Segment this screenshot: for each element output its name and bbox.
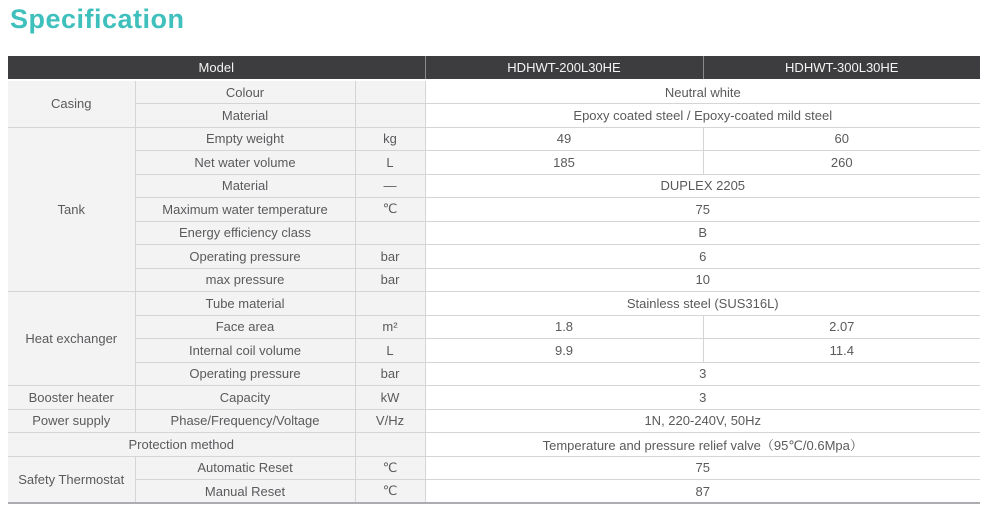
value-cell: B [425, 221, 980, 245]
unit-cell: kW [355, 386, 425, 410]
unit-cell: ℃ [355, 198, 425, 222]
parameter-cell: Phase/Frequency/Voltage [135, 409, 355, 433]
parameter-cell: Material [135, 104, 355, 128]
model-header-2: HDHWT-300L30HE [703, 56, 980, 80]
table-row [8, 80, 980, 104]
category-full-cell: Protection method [8, 433, 355, 457]
value-cell: Temperature and pressure relief valve（95℃/0.6Mpa） [425, 433, 980, 457]
table-row [8, 433, 980, 457]
value-cell: Neutral white [425, 80, 980, 104]
category-cell: Casing [8, 80, 135, 127]
value-cell: 10 [425, 268, 980, 292]
unit-cell: bar [355, 362, 425, 386]
table-row [8, 339, 980, 363]
table-row [8, 292, 980, 316]
table-row [8, 268, 980, 292]
page-title: Specification [10, 4, 185, 34]
table-row [8, 362, 980, 386]
category-cell: Tank [8, 127, 135, 292]
value-cell: 9.9 [425, 339, 703, 363]
parameter-cell: Colour [135, 80, 355, 104]
value-cell: 87 [425, 480, 980, 504]
model-header-1: HDHWT-200L30HE [425, 56, 703, 80]
unit-cell: V/Hz [355, 409, 425, 433]
unit-cell [355, 433, 425, 457]
table-row [8, 221, 980, 245]
table-row [8, 315, 980, 339]
value-cell: 60 [703, 127, 980, 151]
table-header-row [8, 56, 980, 80]
unit-cell: ℃ [355, 480, 425, 504]
category-cell: Safety Thermostat [8, 456, 135, 503]
parameter-cell: Operating pressure [135, 245, 355, 269]
parameter-cell: Operating pressure [135, 362, 355, 386]
unit-cell: kg [355, 127, 425, 151]
value-cell: 49 [425, 127, 703, 151]
table-row [8, 151, 980, 175]
table-row [8, 104, 980, 128]
unit-cell: L [355, 339, 425, 363]
unit-cell: — [355, 174, 425, 198]
parameter-cell: Empty weight [135, 127, 355, 151]
value-cell: Epoxy coated steel / Epoxy-coated mild steel [425, 104, 980, 128]
table-row [8, 386, 980, 410]
value-cell: 185 [425, 151, 703, 175]
parameter-cell: Automatic Reset [135, 456, 355, 480]
unit-cell [355, 292, 425, 316]
table-row [8, 198, 980, 222]
value-cell: 2.07 [703, 315, 980, 339]
value-cell: 75 [425, 456, 980, 480]
unit-cell: m² [355, 315, 425, 339]
value-cell: DUPLEX 2205 [425, 174, 980, 198]
unit-cell [355, 221, 425, 245]
value-cell: 1N, 220-240V, 50Hz [425, 409, 980, 433]
value-cell: 3 [425, 386, 980, 410]
value-cell: Stainless steel (SUS316L) [425, 292, 980, 316]
category-cell: Heat exchanger [8, 292, 135, 386]
unit-cell: bar [355, 268, 425, 292]
category-cell: Power supply [8, 409, 135, 433]
parameter-cell: Tube material [135, 292, 355, 316]
value-cell: 11.4 [703, 339, 980, 363]
table-row [8, 409, 980, 433]
parameter-cell: Face area [135, 315, 355, 339]
spec-table [8, 56, 980, 504]
value-cell: 3 [425, 362, 980, 386]
unit-cell: bar [355, 245, 425, 269]
parameter-cell: Net water volume [135, 151, 355, 175]
table-row [8, 245, 980, 269]
value-cell: 260 [703, 151, 980, 175]
table-row [8, 456, 980, 480]
parameter-cell: Manual Reset [135, 480, 355, 504]
value-cell: 75 [425, 198, 980, 222]
parameter-cell: max pressure [135, 268, 355, 292]
unit-cell [355, 80, 425, 104]
spec-table-body [8, 80, 980, 503]
table-row [8, 480, 980, 504]
parameter-cell: Internal coil volume [135, 339, 355, 363]
value-cell: 6 [425, 245, 980, 269]
table-row [8, 174, 980, 198]
unit-cell: L [355, 151, 425, 175]
value-cell: 1.8 [425, 315, 703, 339]
parameter-cell: Material [135, 174, 355, 198]
parameter-cell: Capacity [135, 386, 355, 410]
category-cell: Booster heater [8, 386, 135, 410]
model-header-label: Model [8, 56, 425, 80]
parameter-cell: Energy efficiency class [135, 221, 355, 245]
parameter-cell: Maximum water temperature [135, 198, 355, 222]
unit-cell: ℃ [355, 456, 425, 480]
table-row [8, 127, 980, 151]
unit-cell [355, 104, 425, 128]
